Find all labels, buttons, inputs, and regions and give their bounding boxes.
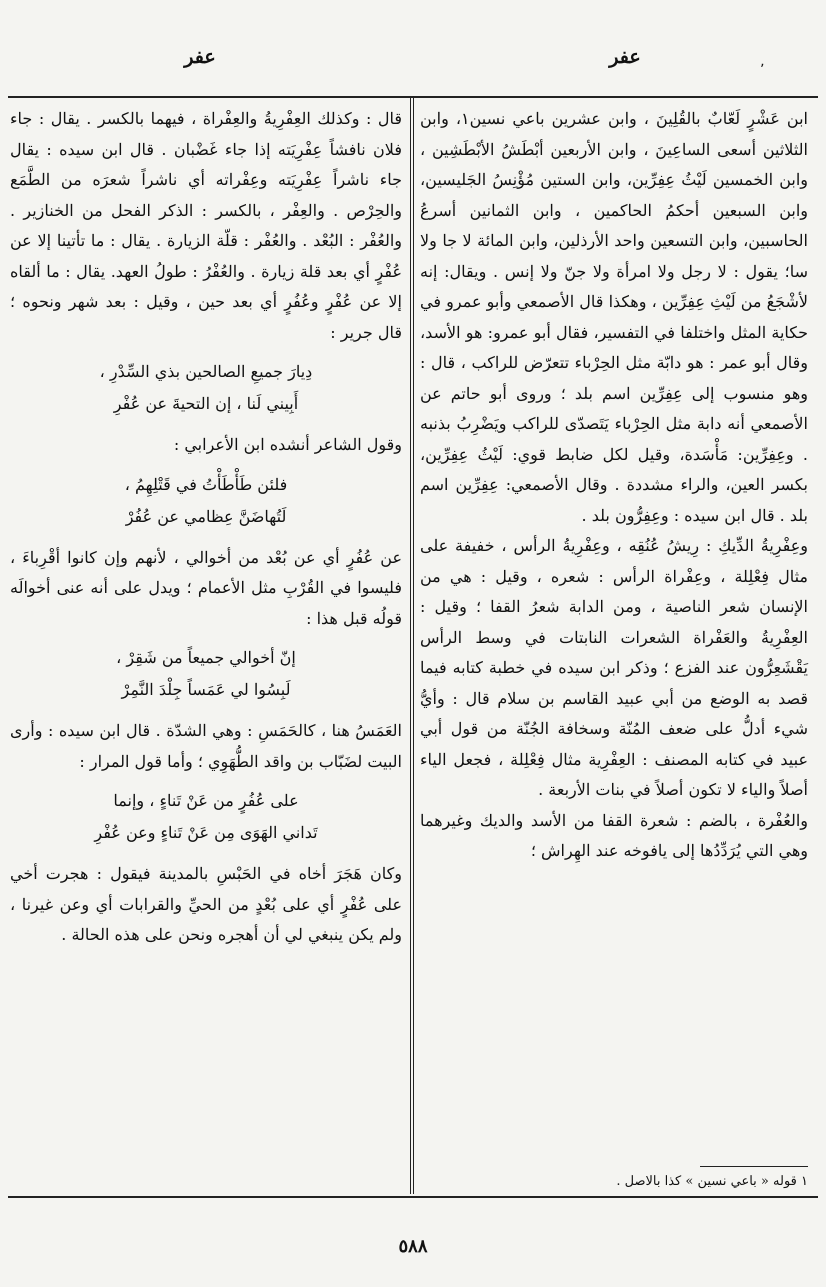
verse-4-hemistich-b: تَداني الهَوَى مِن عَنْ تَناءٍ وعن عُفْرِ bbox=[94, 823, 318, 842]
bottom-rule bbox=[8, 1196, 818, 1198]
verse-2-hemistich-a: فلئن طَأْطَأْتُ في قَتْلِهِمُ ، bbox=[124, 474, 288, 494]
left-paragraph-2: وقول الشاعر أنشده ابن الأعرابي : bbox=[173, 435, 402, 454]
verse-3-hemistich-b: لَبِسُوا لي عَمَساً جِلْدَ النَّمِرْ bbox=[121, 680, 291, 699]
verse-4 bbox=[10, 785, 402, 849]
verse-2-hemistich-b: لَتُهاضَنَّ عِظامي عن عُفُرْ bbox=[125, 506, 287, 526]
verse-1 bbox=[10, 356, 402, 420]
right-paragraph-1: ابن عَشْرٍ لَعّابٌ بالقُلِينَ ، وابن عشرين باعي نسين١، وابن الثلاثين أسعى الساعِينَ ، وابن الأربعين أبْطَشُ الأبْطَشِين ، وابن الخمسين لَيْثُ عِفِرِّين، وابن الستين مُؤْنِسُ الجَليسين، وابن السبعين أحكمُ الحاكمين ، وابن الثمانين أسرعُ الحاسبين، وابن التسعين واحد الأرذلين، وابن المائة لا جا ولا سا؛ يقول : لا رجل ولا امرأة ولا جنّ ولا إنس . ويقال: إنه لأشْجَعُ من لَيْثِ عِفِرِّين ، وهكذا قال الأصمعي وأبو عمرو في حكاية المثل واختلفا في التفسير، فقال أبو عمرو: هو الأسد، وقال أبو عمر : هو دابّة مثل الحِرْباء تتعرّض للراكب ، قال : وهو منسوب إلى عِفِرِّين اسم بلد ؛ وروى أبو حاتم عن الأصمعي أنه دابة مثل الحِرْباء يَتَصدّى للراكب ويَضْرِبُ بذنبه . وعِفِرِّين: مَأْسَدة، وقيل لكل ضابط قوي: لَيْثُ عِفِرِّين، بكسر العين، والراء مشددة . وقال الأصمعي: عِفِرِّين اسم بلد . قال ابن سيده : وعِفِرُّون بلد . bbox=[420, 109, 808, 525]
right-paragraph-2: وعِفْرِيةُ الدِّيكِ : رِيشُ عُنُقِه ، وعِفْرِيةُ الرأس ، خفيفة على مثال فِعْلِلة ، وعِفْراة الرأس : شعره ، وقيل : هي من الإنسان شعر الناصية ، ومن الدابة شعرُ القفا ؛ وقيل : العِفْرِيةُ والعَفْراة الشعرات النابتات في وسط الرأس يَقْشَعِرُّون عند الفزع ؛ وذكر ابن سيده في خطبة كتابه فيما قصد به الوضع من أبي عبيد القاسم بن سلام قال : وأيُّ شيء أدلُّ على ضعف المُنّة وسخافة الجُنّة من قول أبي عبيد في كتابه المصنف : العِفْرِية مثال فِعْلِلة ، فجعل الياء أصلاً والياء لا تكون أصلاً في بنات الأربعة . bbox=[420, 536, 808, 799]
verse-3 bbox=[10, 642, 402, 706]
right-column bbox=[420, 104, 808, 867]
footnote-rule bbox=[700, 1166, 808, 1167]
verse-1-hemistich-a: دِيارَ جميعِ الصالحين بذي السِّدْرِ ، bbox=[99, 362, 313, 381]
left-paragraph-1: قال : وكذلك العِفْرِيةُ والعِفْراة ، فيهما بالكسر . يقال : جاء فلان نافشاً عِفْرِيَته إذا جاء غَضْبان . قال ابن سيده : يقال جاء ناشراً عِفْرِيَته وعِفْراته أي ناشراً شعرَه من الطَّمَع والحِرْص . والعِفْر ، بالكسر : الذكر الفحل من الخنازير . والعُفْر : البُعْد . والعُفْر : قلّة الزيارة . يقال : ما تأتينا إلا عن عُفْرٍ أي بعد قلة زيارة . والعُفْرُ : طولُ العهد. يقال : ما ألقاه إلا عن عُفْرٍ وعُفُرٍ أي بعد حين ، وقيل : بعد شهر ونحوه ؛ قال جرير : bbox=[10, 109, 403, 342]
header-left-keyword: عفر bbox=[184, 46, 216, 68]
right-paragraph-3: والعُفْرة ، بالضم : شعرة القفا من الأسد والديك وغيرهما وهي التي يُرَدِّدُها إلى يافوخه عند الهِراش ؛ bbox=[420, 810, 808, 860]
corner-mark: ٬ bbox=[760, 62, 765, 78]
verse-1-hemistich-b: أَبِيني لَنا ، إن التحيةَ عن عُفْرِ bbox=[113, 394, 299, 413]
header-right-keyword: عفر bbox=[609, 46, 641, 68]
left-column bbox=[10, 104, 402, 951]
verse-4-hemistich-a: على عُفُرٍ من عَنْ تَناءٍ ، وإنما bbox=[113, 791, 299, 810]
verse-3-hemistich-a: إنّ أخوالي جميعاً من شَقِرْ ، bbox=[116, 648, 296, 667]
left-paragraph-5: وكان هَجَرَ أخاه في الحَبْسِ بالمدينة فيقول : هجرت أخي على عُفْرٍ أي على بُعْدٍ من الحيِّ والقرابات أي وعن غيرنا ، ولم يكن ينبغي لي أن أهجره ونحن على هذه الحالة . bbox=[10, 864, 402, 944]
left-paragraph-4: العَمَسُ هنا ، كالحَمَسِ : وهي الشدّة . قال ابن سيده : وأرى البيت لضَبّاب بن واقد الطُّهَوِي ؛ وأما قول المرار : bbox=[10, 721, 402, 771]
footnote: ١ قوله « باعي نسين » كذا بالاصل . bbox=[616, 1174, 808, 1189]
left-paragraph-3: عن عُفُرٍ أي عن بُعْد من أخوالي ، لأنهم وإن كانوا أقْرِباءَ ، فليسوا في القُرْبِ مثل الأعمام ؛ ويدل على أنه عنى أخوالَه قولُه قبل هذا : bbox=[10, 547, 402, 628]
page-number: ٥٨٨ bbox=[398, 1236, 428, 1257]
column-divider bbox=[410, 98, 411, 1194]
column-divider-2 bbox=[413, 98, 414, 1194]
verse-2 bbox=[10, 469, 402, 533]
